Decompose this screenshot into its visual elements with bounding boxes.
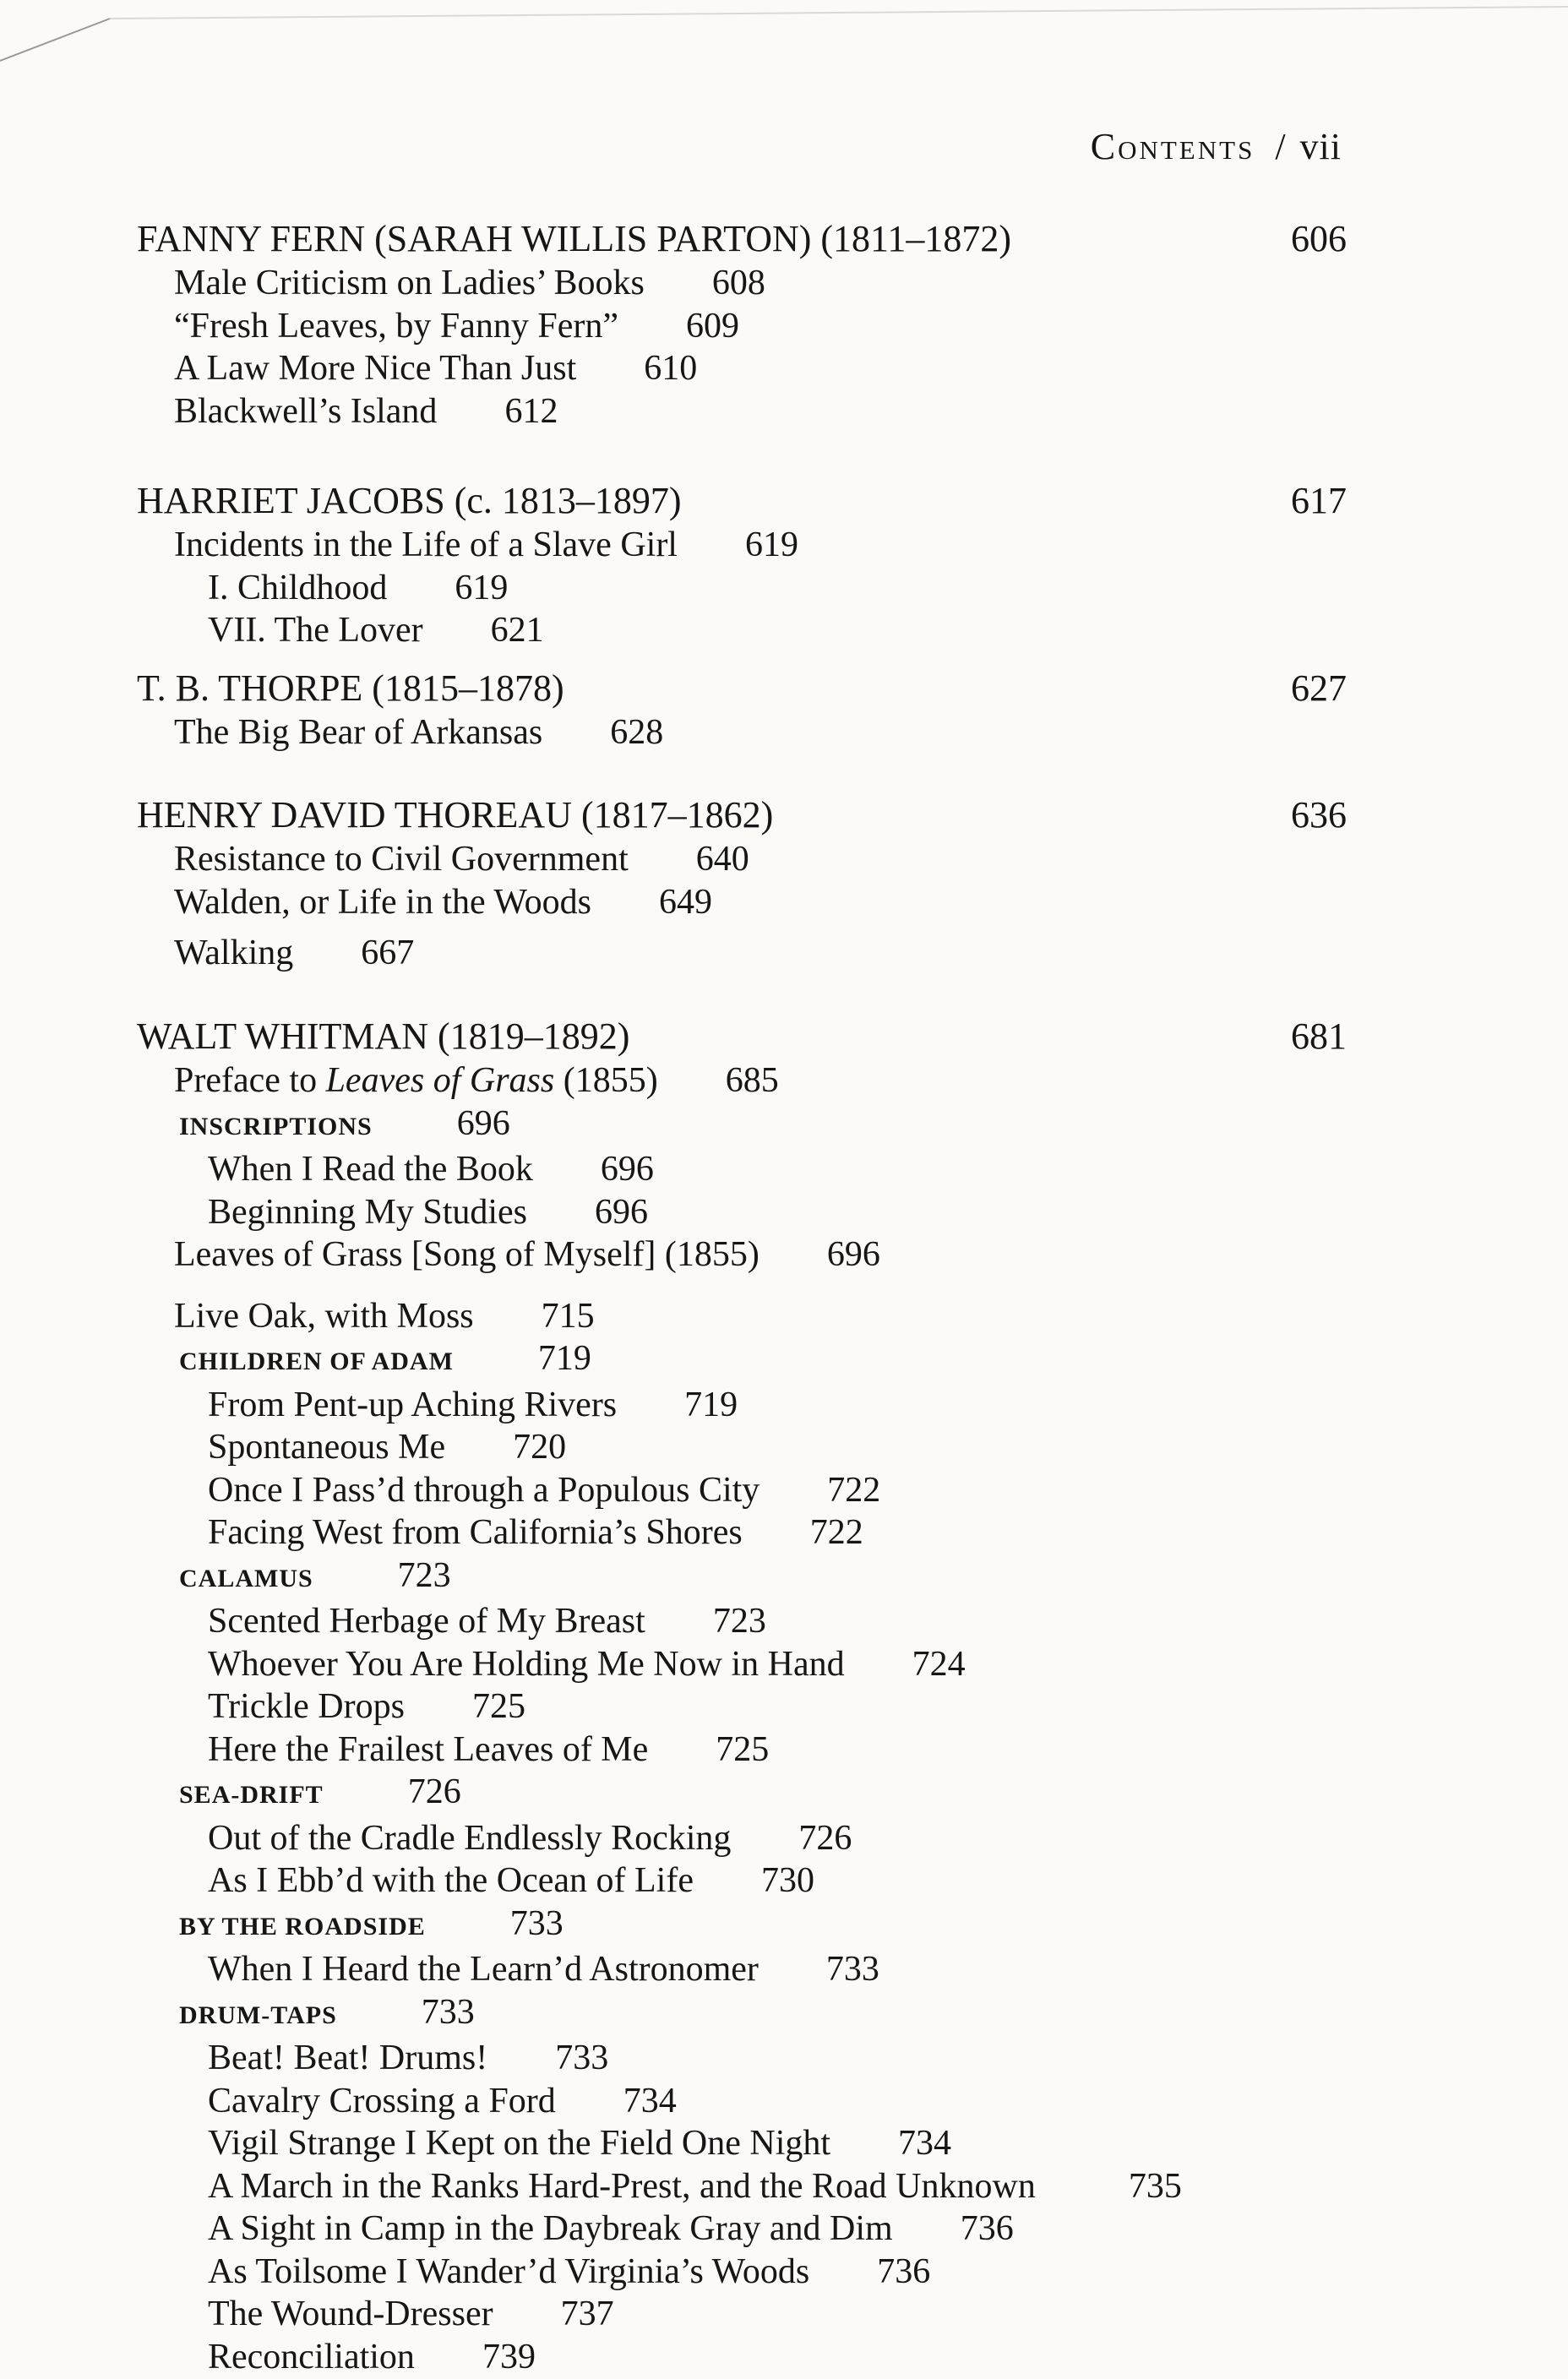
entry-title-part: (1855) bbox=[554, 1061, 658, 1100]
entry-title: From Pent-up Aching Rivers bbox=[208, 1385, 618, 1424]
entry-title: Male Criticism on Ladies’ Books bbox=[174, 264, 645, 302]
entry-title: A Sight in Camp in the Daybreak Gray and Dim bbox=[208, 2209, 893, 2248]
toc-entry bbox=[137, 1728, 1347, 1772]
entry-title: As I Ebb’d with the Ocean of Life bbox=[208, 1861, 694, 1900]
toc-entry bbox=[137, 2293, 1347, 2336]
entry-title: Blackwell’s Island bbox=[174, 391, 438, 431]
entry-title: Resistance to Civil Government bbox=[174, 840, 629, 879]
entry-title: A Law More Nice Than Just bbox=[174, 349, 577, 388]
entry-title: As Toilsome I Wander’d Virginia’s Woods bbox=[208, 2251, 810, 2291]
author-page: 617 bbox=[1291, 480, 1347, 521]
entry-page: 730 bbox=[760, 1861, 814, 1900]
toc-entry bbox=[137, 1469, 1347, 1512]
running-head-separator: / bbox=[1275, 126, 1287, 167]
section-heading bbox=[137, 1337, 1347, 1384]
entry-page: 667 bbox=[361, 934, 415, 972]
author-block-thoreau bbox=[137, 792, 1347, 975]
toc-entry bbox=[137, 262, 1347, 305]
entry-page: 722 bbox=[809, 1513, 863, 1552]
toc-entry bbox=[137, 1600, 1347, 1643]
entry-page: 723 bbox=[712, 1602, 766, 1641]
entry-title: Vigil Strange I Kept on the Field One Night bbox=[208, 2124, 831, 2163]
toc-entry bbox=[137, 567, 1347, 610]
entry-title: Facing West from California’s Shores bbox=[208, 1513, 743, 1552]
entry-page: 720 bbox=[513, 1428, 567, 1467]
entry-page: 725 bbox=[716, 1729, 770, 1769]
author-page: 606 bbox=[1291, 218, 1347, 259]
entry-title: Out of the Cradle Endlessly Rocking bbox=[208, 1818, 732, 1858]
toc-entry bbox=[137, 1643, 1347, 1686]
toc-entry bbox=[137, 2165, 1347, 2208]
entry-title: Walden, or Life in the Woods bbox=[174, 882, 592, 922]
author-page: 681 bbox=[1291, 1015, 1347, 1057]
entry-page: 696 bbox=[600, 1150, 654, 1189]
entry-page: 722 bbox=[827, 1470, 881, 1510]
toc-entry bbox=[137, 1191, 1347, 1234]
toc-entry bbox=[137, 1685, 1347, 1728]
entry-title: Here the Frailest Leaves of Me bbox=[208, 1729, 649, 1769]
entry-title: The Wound-Dresser bbox=[208, 2295, 493, 2333]
toc-entry bbox=[137, 1948, 1347, 1991]
entry-title: “Fresh Leaves, by Fanny Fern” bbox=[174, 306, 619, 346]
entry-page: 610 bbox=[644, 349, 698, 388]
toc-entry bbox=[137, 1426, 1347, 1469]
author-heading bbox=[137, 1014, 1347, 1059]
section-title: CALAMUS bbox=[179, 1564, 313, 1592]
entry-title: The Big Bear of Arkansas bbox=[174, 713, 543, 752]
author-heading bbox=[137, 792, 1347, 838]
entry-page: 737 bbox=[560, 2295, 614, 2333]
entry-title: Walking bbox=[174, 934, 294, 972]
section-title: SEA-DRIFT bbox=[179, 1781, 324, 1809]
entry-page: 719 bbox=[684, 1385, 738, 1424]
entry-page: 726 bbox=[798, 1818, 852, 1858]
section-title: DRUM-TAPS bbox=[179, 2001, 337, 2029]
toc-entry bbox=[137, 1859, 1347, 1903]
entry-page: 736 bbox=[877, 2251, 931, 2291]
author-block-whitman bbox=[137, 1014, 1347, 2378]
entry-page: 619 bbox=[455, 568, 509, 607]
toc-entry bbox=[137, 390, 1347, 433]
toc-entry bbox=[137, 711, 1347, 754]
toc-entry-preface bbox=[137, 1059, 1347, 1102]
entry-title bbox=[174, 1061, 658, 1100]
author-heading bbox=[137, 666, 1347, 711]
section-title: BY THE ROADSIDE bbox=[179, 1912, 426, 1941]
toc-entry bbox=[137, 881, 1347, 924]
toc-entry bbox=[137, 1148, 1347, 1191]
scan-edge-shadow bbox=[0, 0, 1568, 84]
author-page: 627 bbox=[1291, 667, 1347, 709]
author-name: HARRIET JACOBS (c. 1813–1897) bbox=[137, 480, 682, 521]
toc-entry bbox=[137, 838, 1347, 881]
toc-entry bbox=[137, 2080, 1347, 2123]
entry-title: Once I Pass’d through a Populous City bbox=[208, 1470, 760, 1510]
entry-title: I. Childhood bbox=[208, 568, 388, 607]
toc-entry bbox=[137, 2037, 1347, 2080]
entry-page: 723 bbox=[397, 1555, 451, 1595]
author-name: T. B. THORPE (1815–1878) bbox=[137, 667, 564, 709]
entry-page: 696 bbox=[456, 1103, 510, 1143]
toc-entry bbox=[137, 1817, 1347, 1860]
entry-page: 685 bbox=[725, 1061, 779, 1100]
author-name: WALT WHITMAN (1819–1892) bbox=[137, 1015, 630, 1057]
section-title: CHILDREN OF ADAM bbox=[179, 1347, 454, 1375]
author-block-harriet-jacobs bbox=[137, 478, 1347, 652]
entry-page: 608 bbox=[711, 264, 765, 302]
entry-title: Cavalry Crossing a Ford bbox=[208, 2081, 556, 2120]
section-heading bbox=[137, 1771, 1347, 1817]
entry-page: 719 bbox=[537, 1339, 591, 1378]
running-head-page: vii bbox=[1299, 126, 1342, 167]
author-name: FANNY FERN (SARAH WILLIS PARTON) (1811–1872) bbox=[137, 218, 1012, 259]
entry-page: 735 bbox=[1128, 2166, 1182, 2206]
section-heading bbox=[137, 1554, 1347, 1601]
entry-title: Whoever You Are Holding Me Now in Hand bbox=[208, 1644, 845, 1684]
toc-entry bbox=[137, 932, 1347, 975]
entry-page: 734 bbox=[898, 2124, 952, 2163]
running-head-label: Contents bbox=[1090, 126, 1255, 167]
toc-entry bbox=[137, 1295, 1347, 1338]
entry-title-part: Preface to bbox=[174, 1061, 326, 1100]
author-block-fanny-fern bbox=[137, 216, 1347, 433]
entry-page: 640 bbox=[695, 840, 749, 879]
entry-title: Scented Herbage of My Breast bbox=[208, 1602, 645, 1641]
entry-title: A March in the Ranks Hard-Prest, and the Road Unknown bbox=[208, 2166, 1036, 2206]
entry-page: 726 bbox=[407, 1772, 461, 1811]
entry-page: 621 bbox=[490, 611, 544, 650]
toc-entry bbox=[137, 2336, 1347, 2379]
author-name: HENRY DAVID THOREAU (1817–1862) bbox=[137, 794, 774, 836]
toc-entry bbox=[137, 2122, 1347, 2165]
entry-page: 733 bbox=[825, 1950, 879, 1989]
entry-page: 733 bbox=[555, 2039, 609, 2077]
entry-title: VII. The Lover bbox=[208, 611, 423, 650]
toc-entry bbox=[137, 2251, 1347, 2294]
toc-entry bbox=[137, 305, 1347, 348]
entry-title: Leaves of Grass [Song of Myself] (1855) bbox=[174, 1235, 760, 1274]
entry-title: Live Oak, with Moss bbox=[174, 1296, 474, 1336]
entry-title: Beat! Beat! Drums! bbox=[208, 2039, 488, 2077]
entry-title: When I Heard the Learn’d Astronomer bbox=[208, 1950, 759, 1989]
toc-entry bbox=[137, 524, 1347, 567]
entry-page: 733 bbox=[509, 1903, 564, 1943]
section-heading bbox=[137, 1102, 1347, 1149]
entry-page: 733 bbox=[421, 1992, 475, 2032]
entry-title-italic: Leaves of Grass bbox=[325, 1061, 555, 1100]
toc-entry bbox=[137, 2208, 1347, 2251]
toc-entry bbox=[137, 347, 1347, 390]
entry-title: Spontaneous Me bbox=[208, 1428, 446, 1467]
entry-title: Beginning My Studies bbox=[208, 1192, 528, 1232]
entry-page: 609 bbox=[686, 306, 740, 346]
entry-page: 696 bbox=[595, 1192, 649, 1232]
section-title: INSCRIPTIONS bbox=[179, 1112, 373, 1141]
entry-title: When I Read the Book bbox=[208, 1150, 533, 1189]
entry-page: 696 bbox=[826, 1235, 880, 1274]
toc-entry bbox=[137, 1511, 1347, 1554]
entry-page: 739 bbox=[482, 2337, 536, 2376]
toc-entry bbox=[137, 609, 1347, 652]
entry-title: Incidents in the Life of a Slave Girl bbox=[174, 525, 678, 564]
section-heading bbox=[137, 1991, 1347, 2038]
running-head bbox=[1091, 125, 1342, 168]
entry-page: 628 bbox=[610, 713, 664, 752]
entry-page: 736 bbox=[960, 2209, 1014, 2248]
toc-entry bbox=[137, 1384, 1347, 1427]
entry-page: 725 bbox=[471, 1687, 525, 1726]
author-block-thorpe bbox=[137, 666, 1347, 754]
author-page: 636 bbox=[1291, 794, 1347, 836]
entry-title: Trickle Drops bbox=[208, 1687, 405, 1726]
entry-page: 734 bbox=[623, 2081, 677, 2120]
entry-page: 619 bbox=[744, 525, 798, 564]
toc-entry bbox=[137, 1233, 1347, 1277]
entry-page: 724 bbox=[912, 1644, 966, 1684]
entry-title: Reconciliation bbox=[208, 2337, 415, 2376]
entry-page: 649 bbox=[659, 882, 713, 922]
entry-page: 715 bbox=[541, 1296, 595, 1336]
author-heading bbox=[137, 216, 1347, 262]
entry-page: 612 bbox=[504, 391, 558, 431]
author-heading bbox=[137, 478, 1347, 524]
section-heading bbox=[137, 1903, 1347, 1949]
